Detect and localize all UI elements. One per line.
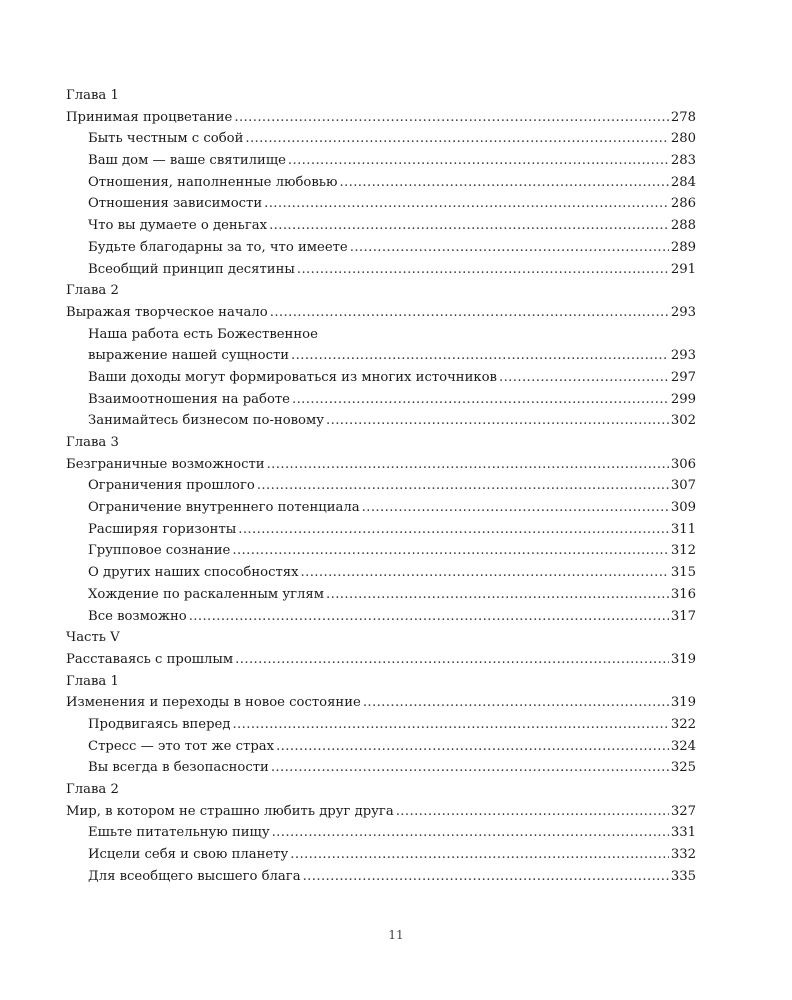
toc-leader-dots xyxy=(339,172,668,194)
toc-leader-dots xyxy=(232,540,668,562)
toc-entry xyxy=(66,454,696,476)
toc-subentry xyxy=(66,584,696,606)
toc-title: Ваш дом — ваше святилище xyxy=(88,153,286,169)
toc-title: Глава 2 xyxy=(66,782,119,797)
toc-page-number: 291 xyxy=(670,261,696,277)
toc-page-number: 327 xyxy=(670,803,696,819)
toc-subentry xyxy=(66,128,696,150)
toc-leader-dots xyxy=(271,757,669,779)
toc-title: Ваши доходы могут формироваться из многих источников xyxy=(88,369,497,385)
toc-leader-dots xyxy=(257,475,669,497)
toc-heading xyxy=(66,280,696,302)
toc-page-number: 283 xyxy=(670,153,696,169)
toc-page-number: 311 xyxy=(670,521,696,537)
toc-page-number: 284 xyxy=(670,174,696,190)
toc-title: Взаимоотношения на работе xyxy=(88,391,290,407)
toc-entry xyxy=(66,692,696,714)
toc-leader-dots xyxy=(326,584,669,606)
toc-title: Глава 2 xyxy=(66,283,119,299)
toc-page-number: 332 xyxy=(670,847,696,863)
toc-leader-dots xyxy=(269,215,669,237)
toc-page-number: 306 xyxy=(670,456,696,472)
toc-title: Вы всегда в безопасности xyxy=(88,760,269,776)
toc-heading xyxy=(66,432,696,454)
toc-leader-dots xyxy=(235,649,669,671)
toc-subentry xyxy=(66,172,696,194)
toc-heading xyxy=(66,627,696,649)
toc-subentry xyxy=(66,497,696,519)
toc-page-number: 299 xyxy=(670,391,696,407)
toc-title: выражение нашей сущности xyxy=(88,348,290,364)
toc-leader-dots xyxy=(326,410,669,432)
page-number: 11 xyxy=(388,928,404,942)
toc-page-number: 289 xyxy=(670,239,696,255)
toc-page-number: 288 xyxy=(670,218,696,234)
toc-subentry xyxy=(66,736,696,758)
toc-title: Будьте благодарны за то, что имеете xyxy=(88,239,348,255)
toc-title: Групповое сознание xyxy=(88,543,231,559)
toc-page-number: 293 xyxy=(670,348,696,364)
toc-title: Что вы думаете о деньгах xyxy=(88,218,268,234)
toc-entry xyxy=(66,302,696,324)
toc-subentry xyxy=(66,367,696,389)
toc-title: Все возможно xyxy=(88,608,187,624)
toc-title: Занимайтесь бизнесом по-новому xyxy=(88,413,325,429)
toc-title: Выражая творческое начало xyxy=(66,304,268,320)
toc-leader-dots xyxy=(238,519,669,541)
toc-title: Продвигаясь вперед xyxy=(88,716,231,732)
toc-title: Мир, в котором не страшно любить друг друга xyxy=(66,803,394,819)
table-of-contents xyxy=(66,85,696,887)
toc-title: Всеобщий принцип десятины xyxy=(88,261,295,277)
toc-title: О других наших способностях xyxy=(88,565,299,581)
toc-title: Изменения и переходы в новое состояние xyxy=(66,695,361,711)
toc-leader-dots xyxy=(363,692,669,714)
toc-title: Для всеобщего высшего блага xyxy=(88,868,301,884)
toc-entry xyxy=(66,107,696,129)
toc-title: Глава 3 xyxy=(66,435,119,450)
toc-title: Отношения зависимости xyxy=(88,196,263,212)
toc-leader-dots xyxy=(303,866,669,888)
toc-subentry xyxy=(66,866,696,888)
toc-title: Часть V xyxy=(66,630,120,646)
toc-title: Расширяя горизонты xyxy=(88,521,237,537)
toc-subentry xyxy=(66,606,696,628)
toc-page-number: 317 xyxy=(670,608,696,624)
toc-heading xyxy=(66,779,696,801)
toc-heading xyxy=(66,671,696,693)
toc-title: Глава 1 xyxy=(66,673,119,689)
toc-subentry xyxy=(66,475,696,497)
toc-leader-dots xyxy=(234,107,668,129)
toc-leader-dots xyxy=(270,302,669,324)
toc-subentry xyxy=(66,150,696,172)
toc-title: Отношения, наполненные любовью xyxy=(88,174,338,190)
toc-subentry xyxy=(66,519,696,541)
toc-title: Ограничения прошлого xyxy=(88,478,255,494)
toc-subentry xyxy=(66,822,696,844)
toc-leader-dots xyxy=(272,822,669,844)
toc-subentry xyxy=(66,215,696,237)
toc-page-number: 307 xyxy=(670,478,696,494)
toc-entry xyxy=(66,801,696,823)
toc-leader-dots xyxy=(276,736,669,758)
toc-subentry xyxy=(66,540,696,562)
toc-page-number: 319 xyxy=(670,695,696,711)
toc-subentry xyxy=(66,237,696,259)
toc-title: Принимая процветание xyxy=(66,109,233,125)
toc-subentry xyxy=(66,345,696,367)
toc-title: Быть честным с собой xyxy=(88,131,244,147)
toc-leader-dots xyxy=(297,259,669,281)
toc-page-number: 319 xyxy=(670,651,696,667)
toc-leader-dots xyxy=(245,128,668,150)
toc-entry xyxy=(66,649,696,671)
toc-leader-dots xyxy=(301,562,669,584)
toc-page-number: 335 xyxy=(670,868,696,884)
toc-leader-dots xyxy=(396,801,669,823)
toc-title: Глава 1 xyxy=(66,88,119,103)
toc-page-number: 293 xyxy=(670,304,696,320)
toc-title: Ограничение внутреннего потенциала xyxy=(88,500,360,516)
toc-page-number: 309 xyxy=(670,500,696,516)
toc-page-number: 322 xyxy=(670,716,696,732)
toc-heading xyxy=(66,85,696,107)
toc-page-number: 315 xyxy=(670,565,696,581)
toc-page-number: 302 xyxy=(670,413,696,429)
toc-page-number: 312 xyxy=(670,543,696,559)
toc-page-number: 278 xyxy=(670,109,696,125)
toc-subentry xyxy=(66,324,696,346)
toc-leader-dots xyxy=(350,237,669,259)
toc-subentry xyxy=(66,410,696,432)
toc-leader-dots xyxy=(499,367,669,389)
toc-subentry xyxy=(66,389,696,411)
toc-title: Исцели себя и свою планету xyxy=(88,847,289,863)
toc-leader-dots xyxy=(292,389,669,411)
toc-page-number: 316 xyxy=(670,586,696,602)
toc-leader-dots xyxy=(232,714,668,736)
toc-subentry xyxy=(66,193,696,215)
toc-leader-dots xyxy=(290,844,669,866)
toc-title: Ешьте питательную пищу xyxy=(88,825,270,841)
toc-page-number: 280 xyxy=(670,131,696,147)
toc-title: Безграничные возможности xyxy=(66,456,265,472)
toc-subentry xyxy=(66,562,696,584)
toc-title: Наша работа есть Божественное xyxy=(88,326,318,342)
toc-leader-dots xyxy=(189,606,669,628)
toc-subentry xyxy=(66,714,696,736)
toc-page-number: 324 xyxy=(670,738,696,754)
toc-leader-dots xyxy=(267,454,669,476)
toc-subentry xyxy=(66,844,696,866)
toc-title: Хождение по раскаленным углям xyxy=(88,586,325,602)
toc-page-number: 297 xyxy=(670,369,696,385)
toc-leader-dots xyxy=(291,345,669,367)
toc-leader-dots xyxy=(288,150,669,172)
toc-page-number: 286 xyxy=(670,196,696,212)
toc-subentry xyxy=(66,757,696,779)
toc-leader-dots xyxy=(264,193,669,215)
toc-leader-dots xyxy=(362,497,669,519)
toc-subentry xyxy=(66,259,696,281)
toc-page-number: 325 xyxy=(670,760,696,776)
toc-title: Расставаясь с прошлым xyxy=(66,651,234,667)
toc-page-number: 331 xyxy=(670,825,696,841)
toc-title: Стресс — это тот же страх xyxy=(88,738,275,754)
